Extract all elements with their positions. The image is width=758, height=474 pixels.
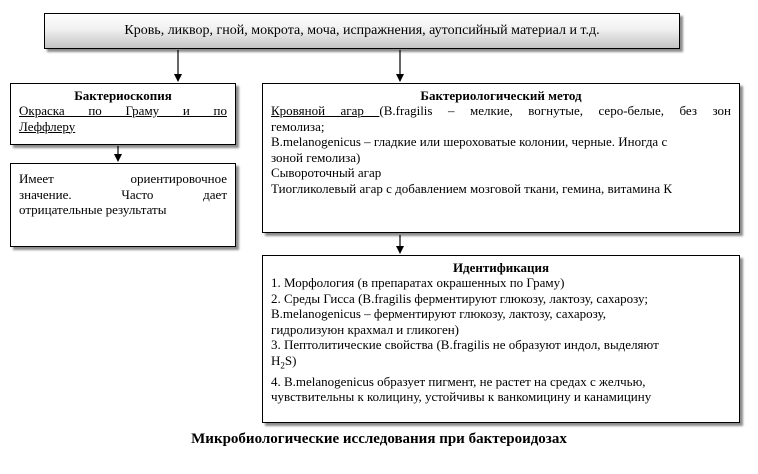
- bacterioscopy-title: Бактериоскопия: [74, 88, 172, 103]
- identification-title: Идентификация: [452, 260, 550, 275]
- method-line1-rest: (B.fragilis – мелкие, вогнутые, серо-белые, без зон: [379, 103, 731, 118]
- method-line4: зоной гемолиза): [271, 149, 361, 165]
- bacterioscopy-note-line3: отрицательные результаты: [19, 202, 167, 217]
- method-line2: гемолиза;: [271, 118, 325, 134]
- identification-box: [262, 255, 740, 423]
- bacteriological-method-box: [262, 83, 740, 233]
- method-line6: Тиогликолевый агар с добавлением мозговой ткани, гемина, витамина К: [271, 180, 673, 196]
- ident-line6: [271, 353, 731, 374]
- blood-agar-label: Кровяной агар: [271, 103, 380, 118]
- h2s-subscript: 2: [280, 360, 285, 371]
- method-title: Бактериологический метод: [420, 88, 582, 103]
- ident-line2: 2. Среды Гисса (B.fragilis ферментируют глюкозу, лактозу, сахарозу;: [271, 290, 648, 306]
- method-line1: [271, 103, 731, 119]
- ident-line1: 1. Морфология (в препаратах окрашенных по Граму): [271, 275, 565, 290]
- method-line3: B.melanogenicus – гладкие или шероховатые колонии, черные. Иногда с: [271, 134, 668, 149]
- ident-line4: гидролизуюн крахмал и гликоген): [271, 321, 459, 337]
- ident-line7: 4. B.melanogenicus образует пигмент, не растет на средах с желчью,: [271, 373, 646, 389]
- ident-line3: B.melanogenicus – ферментируют глюкозу, лактозу, сахарозу,: [271, 306, 606, 321]
- bacterioscopy-note-line2: значение. Часто дает: [19, 186, 227, 202]
- bacterioscopy-box: [10, 83, 236, 145]
- h2s-rest: S): [284, 352, 297, 368]
- bacterioscopy-stain-line1: Окраска по Граму и по: [19, 103, 227, 118]
- diagram-caption: Микробиологические исследования при бактероидозах: [191, 431, 567, 447]
- ident-line8: чувствительны к колицину, устойчивы к ванкомицину и канамицину: [271, 389, 652, 405]
- h2s-h: H: [271, 352, 281, 368]
- bacterioscopy-note-line1: Имеет ориентировочное: [19, 171, 227, 186]
- specimen-sources-box: [44, 13, 680, 49]
- method-line5: Сывороточный агар: [271, 165, 382, 180]
- ident-line5: 3. Пептолитические свойства (B.fragilis не образуют индол, выделяют: [271, 337, 659, 352]
- specimen-sources-label: Кровь, ликвор, гной, мокрота, моча, испражнения, аутопсийный материал и т.д.: [124, 23, 600, 38]
- bacterioscopy-note-box: [10, 163, 236, 247]
- bacterioscopy-stain-line2: Леффлеру: [19, 118, 76, 134]
